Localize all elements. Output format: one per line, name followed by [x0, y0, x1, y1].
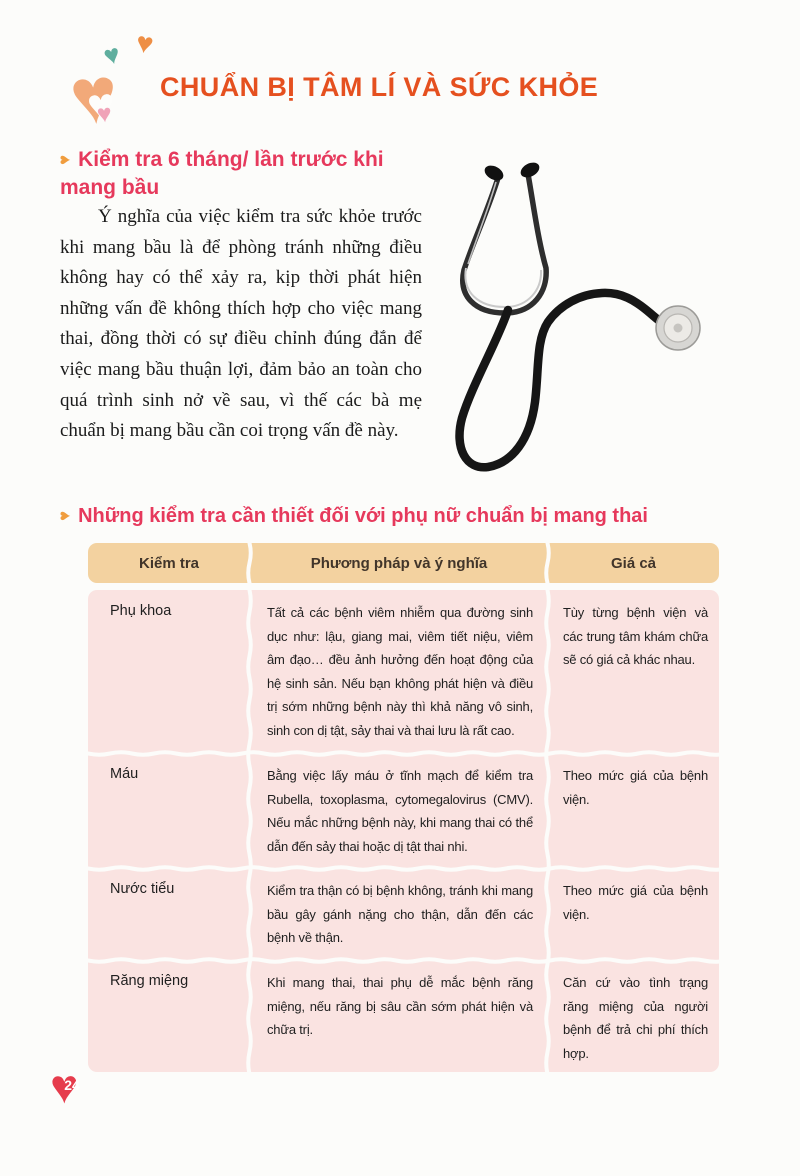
row-price-text: Tùy từng bệnh viện và các trung tâm khám chữa sẽ có giá cả khác nhau.	[563, 605, 708, 667]
inner-pink-heart-icon	[96, 101, 113, 127]
heart-arrow-icon	[51, 155, 79, 165]
section1-heading-text: Kiểm tra 6 tháng/ lần trước khi mang bầu	[60, 148, 384, 199]
row-test-label: Răng miệng	[110, 973, 189, 989]
table-body	[88, 590, 719, 1072]
heart-arrow-icon	[55, 511, 75, 521]
page-number-badge	[50, 1064, 98, 1116]
row-price-text: Theo mức giá của bệnh viện.	[563, 883, 708, 922]
row-method-text: Kiểm tra thận có bị bệnh không, tránh khi mang bầu gây gánh nặng cho thận, dẫn đến các bệnh về thận.	[267, 883, 533, 945]
page-title: CHUẨN BỊ TÂM LÍ VÀ SỨC KHỎE	[160, 72, 599, 102]
row-test-label: Nước tiểu	[110, 881, 175, 897]
row-method-text: Khi mang thai, thai phụ dễ mắc bệnh răng miệng, nếu răng bị sâu cần sớm phát hiện và chữa trị.	[267, 975, 533, 1037]
table-row	[88, 753, 719, 868]
table-row	[88, 590, 719, 753]
row-price-text: Căn cứ vào tình trạng răng miệng của người bệnh để trả chi phí thích hợp.	[563, 975, 708, 1061]
column-header-method: Phương pháp và ý nghĩa	[310, 554, 488, 572]
section1-heading	[60, 146, 425, 202]
table-header-row	[88, 543, 719, 583]
pregnancy-checks-table	[88, 543, 719, 1072]
intro-paragraph: Ý nghĩa của việc kiểm tra sức khỏe trước khi mang bầu là để phòng tránh những điều không hay có thể xảy ra, kịp thời phát hiện những vấn đề không thích hợp cho việc mang thai, đồng thời có sự điều chỉnh đúng đắn để việc mang bầu thuận lợi, đảm bảo an toàn cho quá trình sinh nở về sau, vì thế các bà mẹ chuẩn bị mang bầu cần coi trọng vấn đề này.	[60, 206, 422, 442]
stethoscope-illustration	[420, 140, 780, 490]
row-test-label: Phụ khoa	[110, 603, 172, 619]
section2-heading-text: Những kiểm tra cần thiết đối với phụ nữ chuẩn bị mang thai	[78, 505, 648, 527]
row-test-label: Máu	[110, 766, 139, 782]
page-number: 24	[64, 1077, 80, 1093]
hearts-cluster-icon	[70, 28, 170, 143]
row-method-text: Tất cả các bệnh viêm nhiễm qua đường sinh dục như: lậu, giang mai, viêm tiết niệu, viêm âm đạo… đều ảnh hưởng đến hoạt động của hệ sinh sản. Nếu bạn không phát hiện và điều trị sớm những bệnh này thì khả năng vô sinh, sinh con dị tật, sảy thai và thai lưu là rất cao.	[267, 605, 533, 738]
row-price-text: Theo mức giá của bệnh viện.	[563, 768, 708, 807]
section2-heading	[60, 505, 740, 528]
small-orange-heart-icon	[134, 29, 156, 60]
table-row	[88, 960, 719, 1072]
table-row	[88, 868, 719, 960]
column-header-price: Giá cả	[610, 554, 657, 572]
row-method-text: Bằng việc lấy máu ở tĩnh mạch để kiểm tra Rubella, toxoplasma, cytomegalovirus (CMV). Nếu mắc những bệnh này, khi mang thai có thể dẫn đến sảy thai hoặc dị tật thai nhi.	[267, 768, 533, 854]
column-header-test: Kiểm tra	[138, 554, 200, 572]
